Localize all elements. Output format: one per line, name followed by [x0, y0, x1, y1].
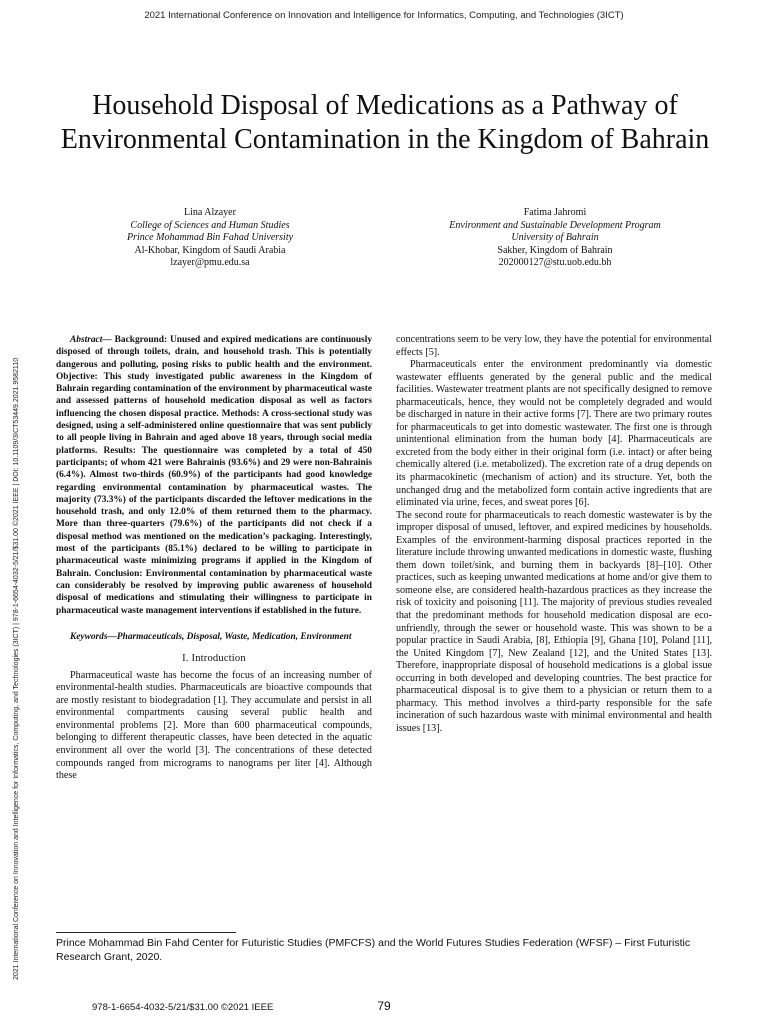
left-column	[56, 334, 372, 783]
abstract-lead: Abstract—	[70, 335, 112, 345]
right-column	[396, 334, 712, 736]
author-org: University of Bahrain	[511, 232, 599, 244]
side-doi-text: 2021 International Conference on Innovation and Intelligence for Informatics, Computing, and Technologies (3ICT) | 978-1-6654-4032-5/21/$31.00 ©2021 IEEE | DOI: 10.1109/3ICT53449.2021.9582110	[13, 357, 20, 980]
intro-paragraph-1: Pharmaceutical waste has become the focus of an increasing number of environmental-health studies. Pharmaceuticals are bioactive compounds that are mostly resistant to biodegradation [1]. They accumulate and persist in all environmental compartments causing several public health and environmental problems [2]. More than 600 pharmaceutical compounds, belonging to different therapeutic classes, have been detected in the aquatic environment all over the world [3]. The concentrations of these detected compounds ranged from micrograms to nanograms per liter [4]. Although these	[56, 669, 372, 782]
footer-copyright: 978-1-6654-4032-5/21/$31.00 ©2021 IEEE	[92, 1002, 274, 1013]
keywords: Keywords—Pharmaceuticals, Disposal, Waste, Medication, Environment	[70, 631, 352, 642]
author-email[interactable]: lzayer@pmu.edu.sa	[170, 257, 250, 269]
footnote-divider	[56, 932, 236, 933]
author-dept: Environment and Sustainable Development Program	[449, 219, 661, 231]
author-name: Fatima Jahromi	[523, 207, 587, 218]
abstract	[56, 334, 372, 617]
section-heading-introduction: I. Introduction	[182, 653, 246, 665]
side-doi-strip	[10, 100, 22, 980]
author-2	[405, 207, 705, 270]
author-dept: College of Sciences and Human Studies	[130, 219, 290, 231]
intro-paragraph-3: The second route for pharmaceuticals to reach domestic wastewater is by the improper disposal of unused, leftover, and expired medicines by households. Examples of the environment-harming disposal practices reported in the literature include throwing unwanted medications in domestic waste, flushing them down toilet/sink, and burning them in backyards [8]–[10]. Other practices, such as keeping unwanted medications at home and/or give them to someone else, are considered health-hazardous practices as they increase the risk of toxicity and poisoning [11]. The majority of previous studies revealed that the predominant methods for household medication disposal are eco-unfriendly, through the sewer or household waste. This was shown to be a popular practice in Saudi Arabia, [8], Ethiopia [9], Ghana [10], Poland [11], the United Kingdom [7], New Zealand [12], and the United States [13]. Therefore, inappropriate disposal of household medications is a global issue occurring in both developed and developing countries. The best practice for pharmaceutical disposal is to give them to a physician or return them to a pharmacy. This method involves a third-party responsible for the safe incineration of such hazardous waste with minimal environmental and health issues [13].	[396, 509, 712, 734]
paper-title: Household Disposal of Medications as a Pathway of Environmental Contamination in the Kingdom of Bahrain	[60, 89, 710, 155]
footnote-funding: Prince Mohammad Bin Fahd Center for Futuristic Studies (PMFCFS) and the World Futures Studies Federation (WFSF) – First Futuristic Research Grant, 2020.	[56, 937, 691, 963]
abstract-text: Background: Unused and expired medications are continuously disposed of through toilets, drain, and household trash. This is potentially dangerous and polluting, posing risks to public health and the environment. Objective: This study investigated public awareness in the Kingdom of Bahrain regarding contamination of the environment by pharmaceutical waste and assessed patterns of household medication disposal as well as factors influencing the chosen disposal practice. Methods: A cross-sectional study was designed, using a self-administered online questionnaire that was sent publicly to all people living in Bahrain and aged above 18 years, through social media platforms. Results: The questionnaire was completed by a total of 450 participants; of whom 421 were Bahrainis (93.6%) and 29 were non-Bahrainis (6.4%). Almost two-thirds (60.9%) of the participants had good knowledge regarding environmental contamination by pharmaceutical wastes. The majority (73.3%) of the participants discarded the leftover medications in the household trash, and only 12.0% of them returned them to the pharmacy. More than three-quarters (79.6%) of the participants did not check if a disposal method was mentioned on the medication’s packaging. Interestingly, most of the participants (85.1%) declared to be willing to participate in pharmaceutical waste minimizing programs if applied in the Kingdom of Bahrain. Conclusion: Environmental contamination by pharmaceutical waste can considerably be resolved by improving public awareness of household disposal of medications and stimulating their willingness to participate in pharmaceutical waste management interventions if established in the future.	[56, 335, 373, 616]
page-number: 79	[377, 999, 391, 1013]
author-location: Sakher, Kingdom of Bahrain	[497, 244, 613, 256]
author-location: Al-Khobar, Kingdom of Saudi Arabia	[134, 244, 286, 256]
intro-paragraph-2: Pharmaceuticals enter the environment predominantly via domestic wastewater effluents generated by the general public and the medical facilities. Wastewater treatment plants are not specifically designed to remove pharmaceuticals, hence, they would not be completely degraded and would be discharged in nature in their active forms [7]. There are two primary routes for pharmaceuticals to get into domestic wastewater. The first one is through unintentional elimination from the human body [4]. Pharmaceuticals are excreted from the body either in their original form (i.e. intact) or after being chemically altered (i.e. metabolized). The excretion rate of a drug depends on its pharmacokinetic (mechanism of action) and its structure. Yet, both the unchanged drug and the metabolized form contain active ingredients that are eliminated via urine, feces, and sweat pores [6].	[396, 359, 712, 509]
author-org: Prince Mohammad Bin Fahad University	[126, 232, 294, 244]
conference-header: 2021 International Conference on Innovation and Intelligence for Informatics, Computing, and Technologies (3ICT)	[144, 10, 624, 21]
author-1	[60, 207, 360, 270]
author-name: Lina Alzayer	[184, 207, 236, 218]
author-email[interactable]: 202000127@stu.uob.edu.bh	[498, 257, 612, 269]
intro-paragraph-continued: concentrations seem to be very low, they have the potential for environmental effects [5].	[396, 334, 712, 358]
